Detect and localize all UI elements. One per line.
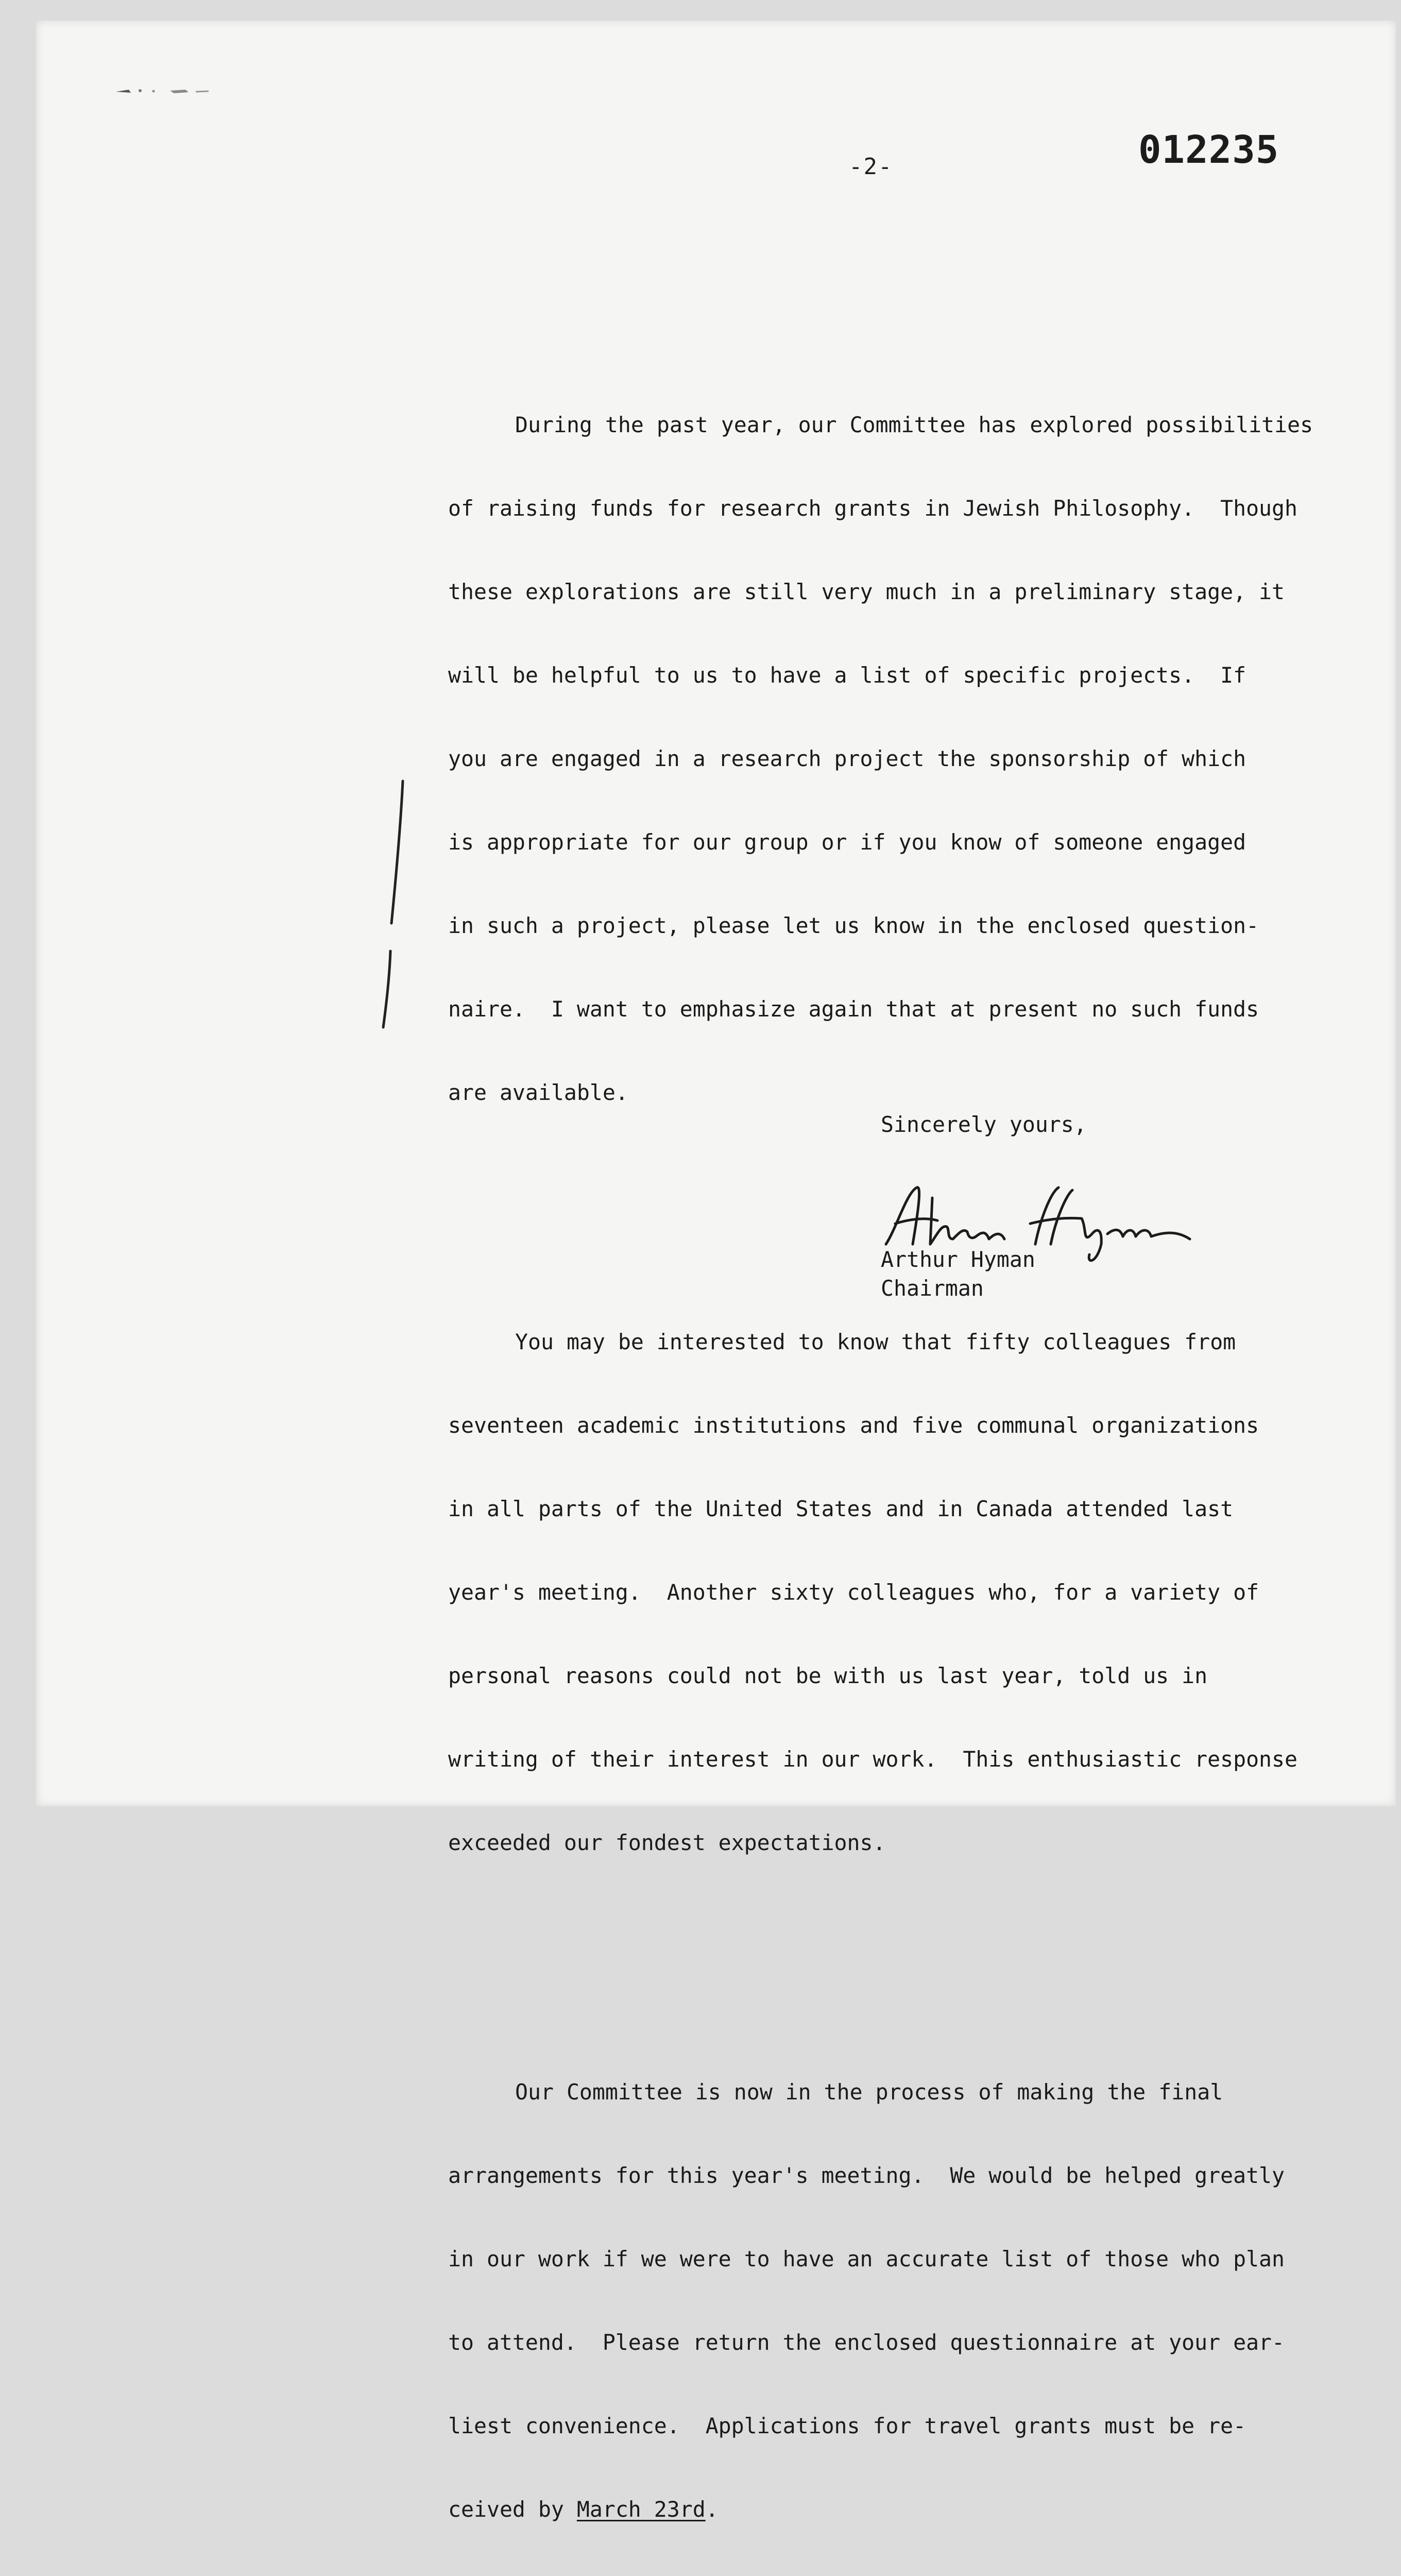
text-line: liest convenience. Applications for travel grants must be re- xyxy=(448,2413,1246,2438)
text-line: Our Committee is now in the process of making the final xyxy=(515,2079,1223,2105)
stray-ink-marks xyxy=(113,82,211,98)
text-line: personal reasons could not be with us last year, told us in xyxy=(448,1663,1208,1688)
text-line: in all parts of the United States and in Canada attended last xyxy=(448,1496,1234,1521)
text-line: these explorations are still very much in a preliminary stage, it xyxy=(448,579,1285,604)
signatory-title: Chairman xyxy=(881,1276,984,1301)
text-line: year's meeting. Another sixty colleagues who, for a variety of xyxy=(448,1580,1259,1605)
text-line: will be helpful to us to have a list of specific projects. If xyxy=(448,663,1246,688)
text-line: in our work if we were to have an accurate list of those who plan xyxy=(448,2246,1285,2272)
deadline-date: March 23rd xyxy=(576,2497,706,2522)
salutation: Sincerely yours, xyxy=(881,1112,1087,1137)
text-line xyxy=(448,2496,1365,2523)
text-line: seventeen academic institutions and five communal organizations xyxy=(448,1413,1259,1438)
signatory-name: Arthur Hyman xyxy=(881,1247,1035,1272)
text-line: naire. I want to emphasize again that at present no such funds xyxy=(448,996,1259,1022)
margin-pen-mark xyxy=(376,778,417,927)
paragraph-attendance xyxy=(448,1273,1365,1912)
text-line: During the past year, our Committee has explored possibilities xyxy=(515,412,1313,437)
text-line: You may be interested to know that fifty colleagues from xyxy=(515,1329,1236,1354)
text-line: in such a project, please let us know in the enclosed question- xyxy=(448,913,1259,938)
text-line: is appropriate for our group or if you know of someone engaged xyxy=(448,829,1246,855)
text-line: arrangements for this year's meeting. We would be helped greatly xyxy=(448,2163,1285,2188)
text-line: exceeded our fondest expectations. xyxy=(448,1830,886,1855)
letter-body xyxy=(448,272,1365,2576)
text-fragment: ceived by xyxy=(448,2497,577,2522)
page-number: -2- xyxy=(849,154,893,180)
text-line: are available. xyxy=(448,1080,628,1105)
text-line: you are engaged in a research project the sponsorship of which xyxy=(448,746,1246,771)
document-id-stamp: 012235 xyxy=(1138,128,1279,172)
text-line: to attend. Please return the enclosed questionnaire at your ear- xyxy=(448,2330,1285,2355)
margin-pen-mark xyxy=(366,948,407,1030)
paragraph-research-grants xyxy=(448,355,1365,1162)
text-line: writing of their interest in our work. This enthusiastic response xyxy=(448,1747,1298,1772)
document-page xyxy=(36,21,1396,2522)
text-line: of raising funds for research grants in Jewish Philosophy. Though xyxy=(448,496,1298,521)
paragraph-arrangements xyxy=(448,2023,1365,2576)
text-fragment: . xyxy=(705,2497,719,2522)
